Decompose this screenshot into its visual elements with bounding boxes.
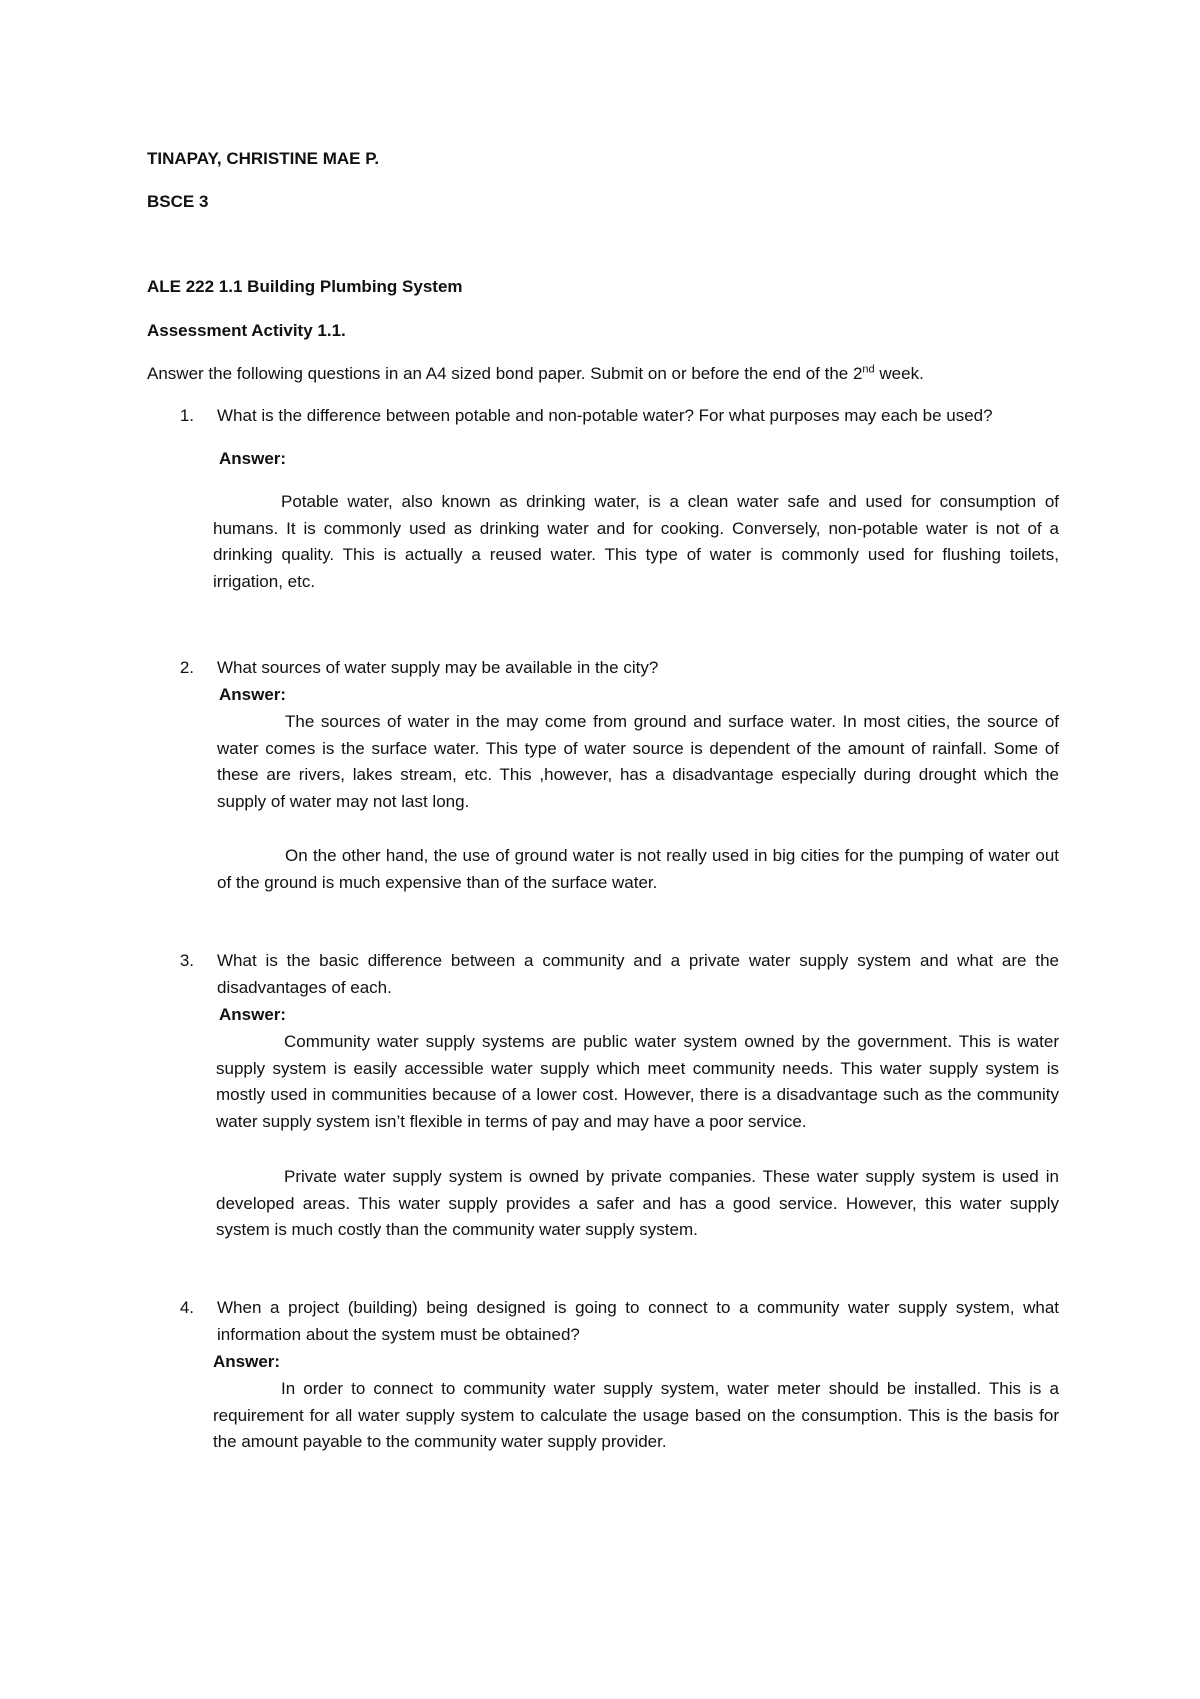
instructions-text: Answer the following questions in an A4 sized bond paper. Submit on or before the end of the 2 — [147, 364, 863, 383]
answer-label: Answer: — [213, 1352, 281, 1371]
answer-paragraph: In order to connect to community water supply system, water meter should be installed. This is a requirement for all water supply system to calculate the usage based on the consumption. This is the basis for the amount payable to the community water supply provider. — [213, 1379, 1059, 1452]
instructions-superscript: nd — [862, 363, 875, 376]
course-title: ALE 222 1.1 Building Plumbing System — [147, 277, 463, 296]
question-number: 3. — [179, 951, 194, 970]
instructions — [147, 363, 924, 385]
question-text: When a project (building) being designed is going to connect to a community water supply system, what information about the system must be obtained? — [217, 1298, 1059, 1344]
question-number: 4. — [179, 1298, 194, 1317]
answer-label: Answer: — [219, 685, 287, 704]
question-number: 2. — [179, 658, 194, 677]
answer-paragraph: Potable water, also known as drinking water, is a clean water safe and used for consumption of humans. It is commonly used as drinking water and for cooking. Conversely, non-potable water is not of a drinking quality. This is actually a reused water. This type of water is commonly used for flushing toilets, irrigation, etc. — [213, 492, 1059, 591]
question-text: What sources of water supply may be available in the city? — [217, 658, 659, 677]
answer-paragraph: Private water supply system is owned by private companies. These water supply system is used in developed areas. This water supply provides a safer and has a good service. However, this water supply system is much costly than the community water supply system. — [216, 1167, 1059, 1240]
question-text: What is the difference between potable and non-potable water? For what purposes may each be used? — [217, 406, 993, 425]
student-name: TINAPAY, CHRISTINE MAE P. — [147, 149, 380, 168]
answer-paragraph: Community water supply systems are public water system owned by the government. This is water supply system is easily accessible water supply which meet community needs. This water supply system is mostly used in communities because of a lower cost. However, there is a disadvantage such as the community water supply system isn’t flexible in terms of pay and may have a poor service. — [216, 1032, 1059, 1131]
student-course: BSCE 3 — [147, 192, 209, 211]
answer-paragraph: The sources of water in the may come from ground and surface water. In most cities, the source of water comes is the surface water. This type of water source is dependent of the amount of rainfall. Some of these are rivers, lakes stream, etc. This ,however, has a disadvantage especially during drought which the supply of water may not last long. — [217, 712, 1059, 811]
instructions-suffix: week. — [874, 364, 924, 383]
activity-title: Assessment Activity 1.1. — [147, 321, 346, 340]
question-text: What is the basic difference between a community and a private water supply system and what are the disadvantages of each. — [217, 951, 1059, 997]
answer-paragraph: On the other hand, the use of ground water is not really used in big cities for the pumping of water out of the ground is much expensive than of the surface water. — [217, 846, 1059, 892]
answer-label: Answer: — [219, 1005, 287, 1024]
question-number: 1. — [179, 406, 194, 425]
answer-label: Answer: — [219, 449, 287, 468]
